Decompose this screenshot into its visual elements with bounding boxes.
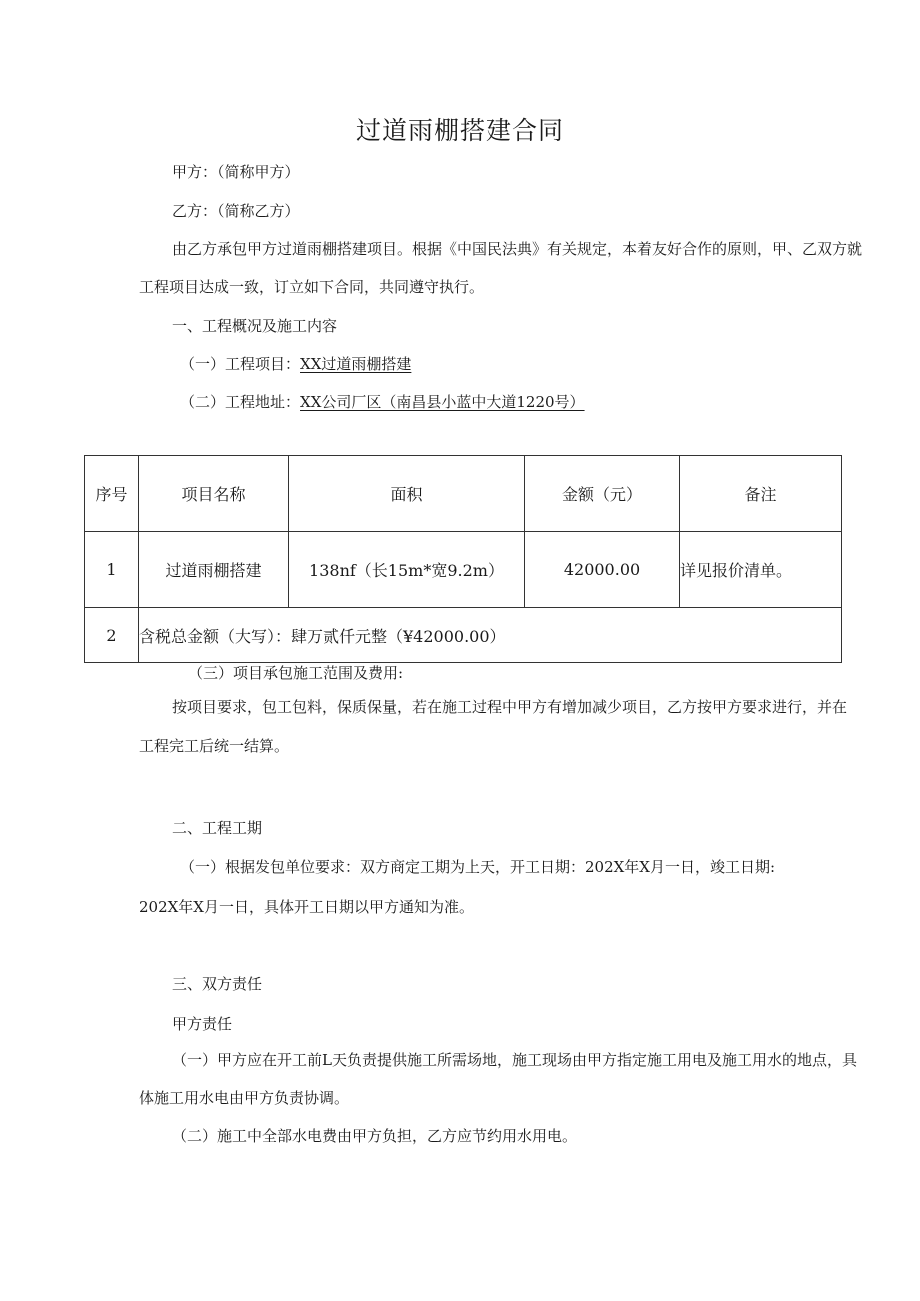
scope-line-1: 按项目要求，包工包料，保质保量，若在施工过程中甲方有增加减少项目，乙方按甲方要求进行，并在 — [172, 698, 848, 716]
duty2: （二）施工中全部水电费由甲方负担，乙方应节约用水用电。 — [172, 1127, 578, 1145]
quote-table — [84, 455, 842, 663]
row1-no: 1 — [85, 532, 139, 608]
address-item-value: XX公司厂区（南昌县小蓝中大道1220号） — [300, 393, 585, 411]
project-item-label: （一）工程项目： — [180, 355, 301, 373]
party-b: 乙方：（简称乙方） — [172, 202, 300, 220]
scope-heading: （三）项目承包施工范围及费用: — [188, 664, 404, 682]
party-a-duties-heading: 甲方责任 — [172, 1015, 233, 1033]
section3-heading: 三、双方责任 — [172, 975, 263, 993]
header-amount: 金额（元） — [525, 456, 680, 532]
row1-name: 过道雨棚搭建 — [139, 532, 289, 608]
contract-title: 过道雨棚搭建合同 — [355, 116, 564, 145]
row1-area: 138nf（长15m*宽9.2m） — [289, 532, 525, 608]
row2-total: 含税总金额（大写）：肆万贰仟元整（¥42000.00） — [139, 608, 842, 663]
row1-note: 详见报价清单。 — [680, 532, 842, 608]
scope-line-2: 工程完工后统一结算。 — [139, 737, 290, 755]
intro-line-1: 由乙方承包甲方过道雨棚搭建项目。根据《中国民法典》有关规定，本着友好合作的原则，甲、乙双方就 — [172, 240, 863, 258]
header-note: 备注 — [680, 456, 842, 532]
table-row — [85, 532, 842, 608]
row2-no: 2 — [85, 608, 139, 663]
table-row — [85, 608, 842, 663]
schedule-line-1: （一）根据发包单位要求：双方商定工期为上天，开工日期：202X年X月一日，竣工日期: — [180, 858, 776, 876]
project-item-value: XX过道雨棚搭建 — [300, 355, 412, 373]
address-item-label: （二）工程地址： — [180, 393, 301, 411]
header-area: 面积 — [289, 456, 525, 532]
project-item — [180, 354, 411, 374]
duty1-line-2: 体施工用水电由甲方负责协调。 — [139, 1089, 350, 1107]
header-name: 项目名称 — [139, 456, 289, 532]
section1-heading: 一、工程概况及施工内容 — [172, 317, 338, 335]
row1-amount: 42000.00 — [525, 532, 680, 608]
intro-line-2: 工程项目达成一致，订立如下合同，共同遵守执行。 — [139, 278, 485, 296]
party-a: 甲方：（简称甲方） — [172, 163, 300, 181]
section2-heading: 二、工程工期 — [172, 819, 263, 837]
address-item — [180, 392, 585, 412]
table-header-row — [85, 456, 842, 532]
schedule-line-2: 202X年X月一日，具体开工日期以甲方通知为准。 — [139, 898, 474, 916]
header-no: 序号 — [85, 456, 139, 532]
duty1-line-1: （一）甲方应在开工前L天负责提供施工所需场地，施工现场由甲方指定施工用电及施工用水的地点，具 — [172, 1051, 857, 1069]
